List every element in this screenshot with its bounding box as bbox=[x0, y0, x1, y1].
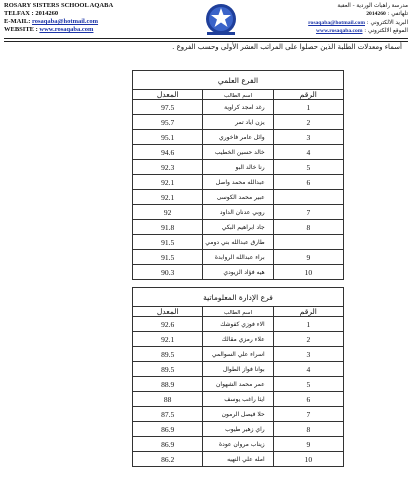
average-cell: 91.5 bbox=[133, 235, 203, 250]
table-title-row bbox=[133, 71, 344, 90]
rank-cell: 4 bbox=[273, 362, 343, 377]
student-name-cell: خالد حسين الخطيب bbox=[203, 145, 273, 160]
student-name-cell: راي زهير طيوب bbox=[203, 422, 273, 437]
average-cell: 92.6 bbox=[133, 317, 203, 332]
table-row bbox=[133, 422, 344, 437]
rank-cell: 8 bbox=[273, 220, 343, 235]
header-english bbox=[4, 2, 113, 34]
header-name: اسم الطالب bbox=[203, 90, 273, 100]
website-ar-label: الموقع الالكتروني : bbox=[364, 28, 408, 35]
table-row bbox=[133, 235, 344, 250]
average-cell: 88 bbox=[133, 392, 203, 407]
header-name: اسم الطالب bbox=[203, 307, 273, 317]
rank-cell: 1 bbox=[273, 100, 343, 115]
table-row bbox=[133, 317, 344, 332]
average-cell: 92.1 bbox=[133, 332, 203, 347]
email-ar-label: البريد الالكتروني : bbox=[366, 19, 408, 26]
rank-cell bbox=[273, 235, 343, 250]
table-row bbox=[133, 190, 344, 205]
table-header-row bbox=[133, 307, 344, 317]
table-header-row bbox=[133, 90, 344, 100]
student-name-cell: الاء فوزي كفوشك bbox=[203, 317, 273, 332]
table-row bbox=[133, 347, 344, 362]
table-body bbox=[133, 317, 344, 467]
table-row bbox=[133, 115, 344, 130]
average-cell: 88.9 bbox=[133, 377, 203, 392]
header-average: المعدل bbox=[133, 90, 203, 100]
telfax-value: 2014260 bbox=[35, 10, 59, 17]
rank-cell: 2 bbox=[273, 332, 343, 347]
email-ar-link[interactable]: rosaqaba@hotmail.com bbox=[308, 19, 366, 26]
student-name-cell: رنا خالد البو bbox=[203, 160, 273, 175]
tel-ar-value: 2014260 bbox=[366, 11, 386, 18]
school-name-en: ROSARY SISTERS SCHOOL AQABA bbox=[4, 2, 114, 9]
rank-cell: 5 bbox=[273, 160, 343, 175]
table-row bbox=[133, 392, 344, 407]
rank-cell: 5 bbox=[273, 377, 343, 392]
header-rank: الرقم bbox=[273, 90, 343, 100]
average-cell: 89.5 bbox=[133, 347, 203, 362]
student-name-cell: عبدالله محمد واصل bbox=[203, 175, 273, 190]
student-name-cell: علاء رمزي مقالك bbox=[203, 332, 273, 347]
table-row bbox=[133, 452, 344, 467]
table-row bbox=[133, 175, 344, 190]
tel-ar-label: تلهاتفي : bbox=[387, 11, 408, 18]
student-name-cell: ايثا راغب يوسف bbox=[203, 392, 273, 407]
table-information-management bbox=[132, 287, 344, 467]
header-average: المعدل bbox=[133, 307, 203, 317]
average-cell: 91.8 bbox=[133, 220, 203, 235]
rank-cell: 6 bbox=[273, 392, 343, 407]
website-link[interactable]: www.rosaqaba.com bbox=[39, 26, 94, 33]
student-name-cell: وائل عامر فاخوري bbox=[203, 130, 273, 145]
average-cell: 95.1 bbox=[133, 130, 203, 145]
header-rank: الرقم bbox=[273, 307, 343, 317]
student-name-cell: زيناب مروان عودة bbox=[203, 437, 273, 452]
table-row bbox=[133, 407, 344, 422]
header-arabic bbox=[248, 2, 408, 36]
student-name-cell: عبير محمد الكوسى bbox=[203, 190, 273, 205]
average-cell: 89.5 bbox=[133, 362, 203, 377]
table-title: الفرع العلمي bbox=[133, 71, 344, 90]
average-cell: 90.3 bbox=[133, 265, 203, 280]
rank-cell: 9 bbox=[273, 250, 343, 265]
school-logo-icon bbox=[203, 3, 239, 37]
average-cell: 87.5 bbox=[133, 407, 203, 422]
intro-text: أسماء ومعدلات الطلبة الذين حصلوا على المراتب العشر الأولى وحسب الفروع . bbox=[172, 43, 402, 51]
average-cell: 92.3 bbox=[133, 160, 203, 175]
table-row bbox=[133, 220, 344, 235]
table-scientific bbox=[132, 70, 344, 280]
student-name-cell: هيه فؤاد الزيودي bbox=[203, 265, 273, 280]
header-divider bbox=[4, 38, 408, 39]
table-row bbox=[133, 100, 344, 115]
average-cell: 86.9 bbox=[133, 437, 203, 452]
rank-cell: 7 bbox=[273, 205, 343, 220]
table-row bbox=[133, 362, 344, 377]
average-cell: 92 bbox=[133, 205, 203, 220]
student-name-cell: امله علي النهيه bbox=[203, 452, 273, 467]
student-name-cell: روبي عدنان الداود bbox=[203, 205, 273, 220]
average-cell: 92.1 bbox=[133, 175, 203, 190]
table-row bbox=[133, 145, 344, 160]
website-ar-link[interactable]: www.rosaqaba.com bbox=[315, 28, 363, 35]
table-title-row bbox=[133, 288, 344, 307]
average-cell: 91.5 bbox=[133, 250, 203, 265]
rank-cell: 3 bbox=[273, 347, 343, 362]
table-row bbox=[133, 130, 344, 145]
school-name-ar: مدرسة راهبات الوردية - العقبة bbox=[337, 3, 408, 9]
rank-cell: 9 bbox=[273, 437, 343, 452]
average-cell: 95.7 bbox=[133, 115, 203, 130]
average-cell: 94.6 bbox=[133, 145, 203, 160]
website-label: WEBSITE : bbox=[4, 26, 38, 33]
average-cell: 92.1 bbox=[133, 190, 203, 205]
student-name-cell: بوانا فواز الطوال bbox=[203, 362, 273, 377]
rank-cell: 3 bbox=[273, 130, 343, 145]
rank-cell: 10 bbox=[273, 265, 343, 280]
average-cell: 86.9 bbox=[133, 422, 203, 437]
student-name-cell: يزن اياد تمر bbox=[203, 115, 273, 130]
rank-cell: 8 bbox=[273, 422, 343, 437]
email-link[interactable]: rosaqaba@hotmail.com bbox=[31, 18, 99, 25]
table-row bbox=[133, 160, 344, 175]
rank-cell: 2 bbox=[273, 115, 343, 130]
table-body bbox=[133, 100, 344, 280]
table-row bbox=[133, 250, 344, 265]
table-row bbox=[133, 265, 344, 280]
student-name-cell: اسراء علي السوالمي bbox=[203, 347, 273, 362]
rank-cell: 6 bbox=[273, 175, 343, 190]
table-row bbox=[133, 377, 344, 392]
rank-cell: 4 bbox=[273, 145, 343, 160]
student-name-cell: رغد امجد كراوية bbox=[203, 100, 273, 115]
rank-cell: 10 bbox=[273, 452, 343, 467]
student-name-cell: عمر محمد الشهوان bbox=[203, 377, 273, 392]
student-name-cell: طارق عبدالله بني دومي bbox=[203, 235, 273, 250]
table-row bbox=[133, 332, 344, 347]
table-row bbox=[133, 205, 344, 220]
header-divider-thin bbox=[4, 41, 408, 42]
average-cell: 86.2 bbox=[133, 452, 203, 467]
student-name-cell: حلا فيصل الرمون bbox=[203, 407, 273, 422]
average-cell: 97.5 bbox=[133, 100, 203, 115]
rank-cell bbox=[273, 190, 343, 205]
rank-cell: 1 bbox=[273, 317, 343, 332]
rank-cell: 7 bbox=[273, 407, 343, 422]
student-name-cell: جاد ابراهيم البكي bbox=[203, 220, 273, 235]
telfax-label: TELFAX : bbox=[4, 10, 34, 17]
email-label: E-MAIL: bbox=[4, 18, 31, 25]
student-name-cell: براء عبدالله الروابدة bbox=[203, 250, 273, 265]
table-row bbox=[133, 437, 344, 452]
table-title: فرع الإدارة المعلوماتية bbox=[133, 288, 344, 307]
